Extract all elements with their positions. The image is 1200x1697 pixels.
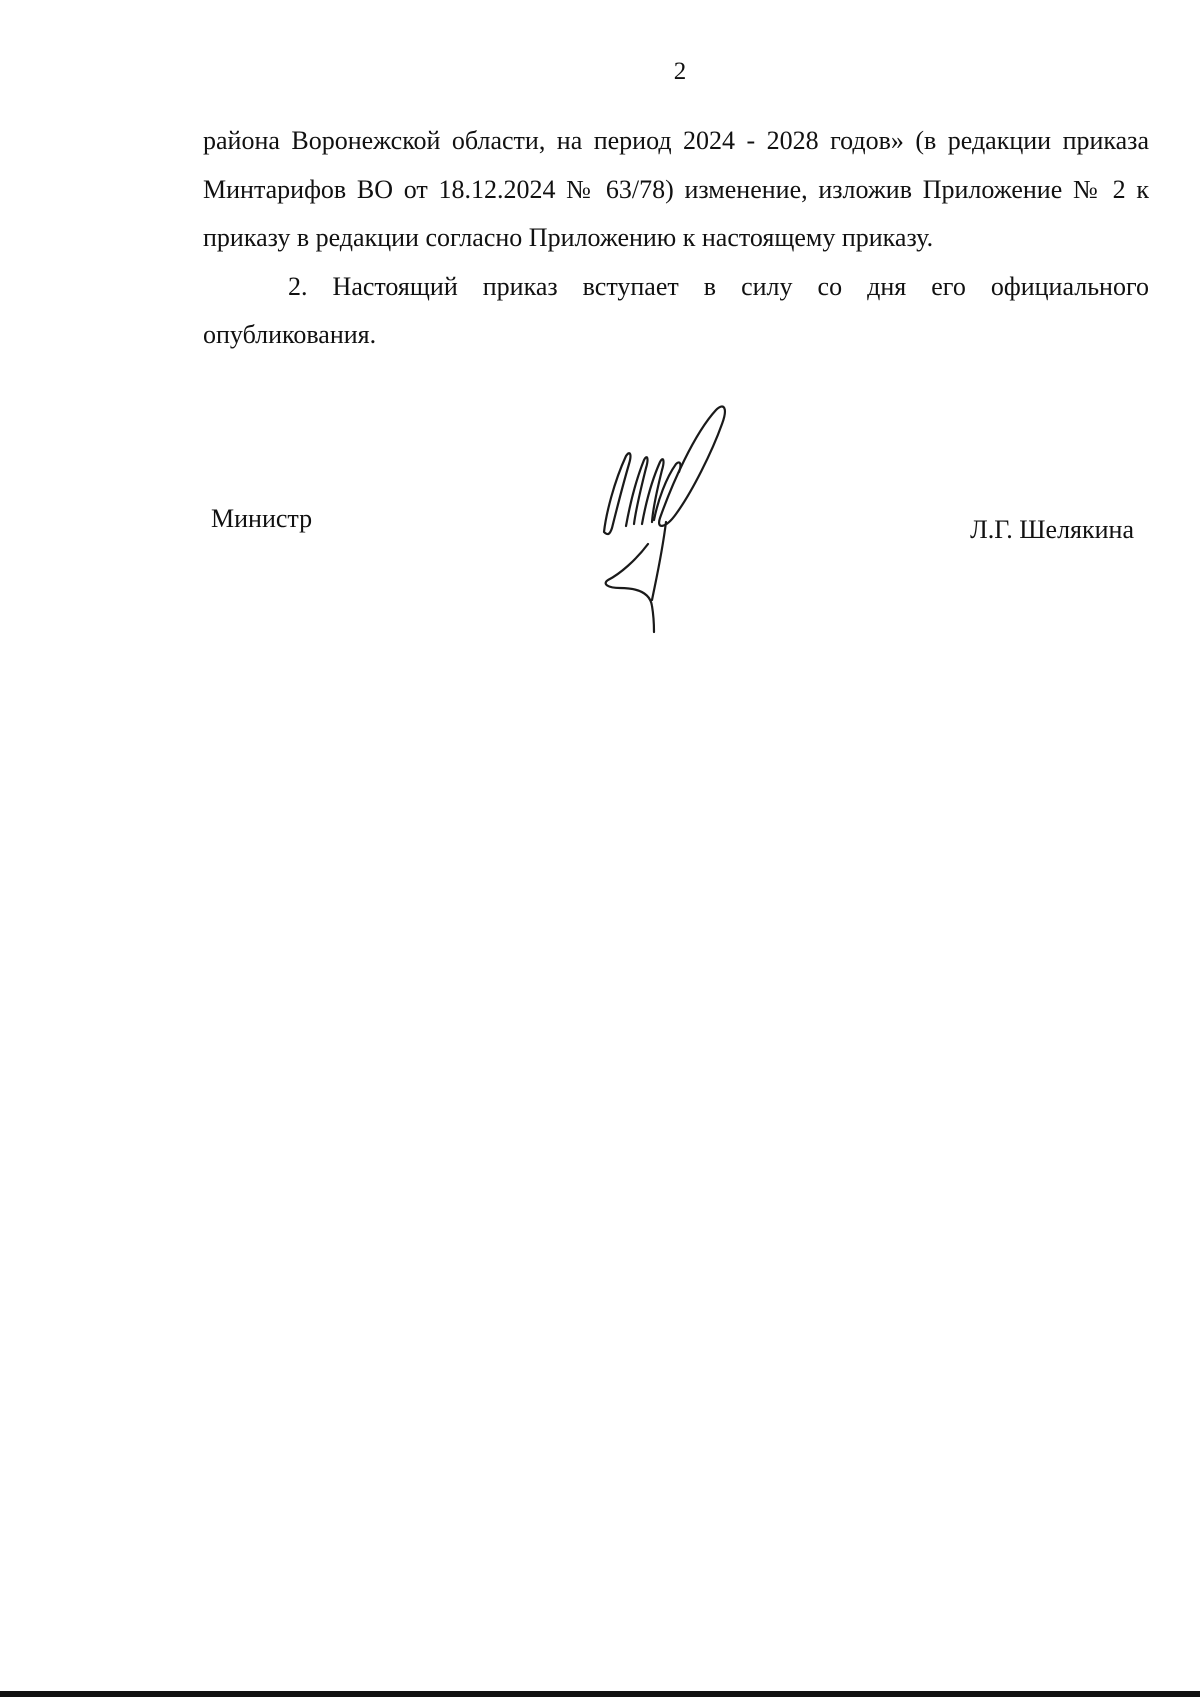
- scan-bottom-edge: [0, 1691, 1200, 1697]
- signer-title: Министр: [211, 504, 313, 533]
- paragraph-item-2: 2. Настоящий приказ вступает в силу со дня его официального опубликования.: [203, 271, 1149, 349]
- paragraph-continued: района Воронежской области, на период 2024 - 2028 годов» (в редакции приказа Минтарифов ВО от 18.12.2024 № 63/78) изменение, изложив Приложение № 2 к приказу в редакции согласно Приложению к настоящему приказу.: [203, 126, 1149, 252]
- signature-block: [0, 0, 1200, 700]
- signer-name: Л.Г. Шелякина: [970, 515, 1134, 544]
- handwritten-signature: [596, 404, 746, 634]
- page-number: 2: [673, 58, 687, 85]
